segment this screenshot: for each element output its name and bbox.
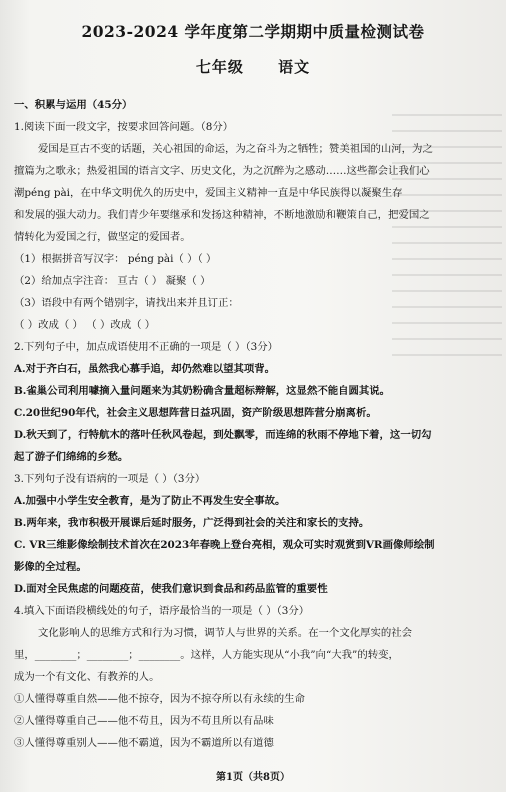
option-b: B.两年来，我市积极开展课后延时服务，广泛得到社会的关注和家长的支持。 (14, 517, 370, 529)
option-c: C. VR三维影像绘制技术首次在2023年春晚上登台亮相，观众可实时观赏到VR画像师绘制 (14, 539, 435, 551)
option-c: C.20世纪90年代，社会主义思想阵营日益巩固，资产阶级思想阵营分崩离析。 (14, 407, 377, 419)
page-number: 第1页（共8页） (216, 772, 290, 783)
option-d: D.面对全民焦虑的问题疫苗，使我们意识到食品和药品监管的重要性 (14, 583, 328, 595)
subquestion-3: （3）语段中有两个错别字，请找出来并且订正： (14, 297, 239, 309)
passage-line: 文化影响人的思维方式和行为习惯，调节人与世界的关系。在一个文化厚实的社会 (38, 627, 413, 639)
passage-line: 爱国是亘古不变的话题，关心祖国的命运，为之奋斗为之牺牲；赞美祖国的山河，为之 (38, 143, 433, 155)
passage-line: 里，________；________；________。这样，人方能实现从“小我”向“大我”的转变， (14, 649, 399, 661)
question-4-prompt: 4.填入下面语段横线处的句子，语序最恰当的一项是（ ）（3分） (14, 605, 310, 617)
passage-line: 成为一个有文化、有教养的人。 (14, 671, 160, 683)
question-1-prompt: 1.阅读下面一段文字，按要求回答问题。（8分） (14, 121, 234, 133)
exam-title: 2023-2024 学年度第二学期期中质量检测试卷 (81, 22, 425, 41)
question-3-prompt: 3.下列句子没有语病的一项是（ ）（3分） (14, 473, 206, 485)
grade-label: 七年级 (195, 58, 244, 76)
exam-subtitle (0, 56, 506, 77)
choice-3: ③人懂得尊重别人——他不霸道，因为不霸道所以有道德 (14, 737, 274, 749)
passage-line: 情转化为爱国之行，做坚定的爱国者。 (14, 231, 191, 243)
option-d: D.秋天到了，行特航木的落叶任秋风卷起，到处飘零，而连绵的秋雨不停地下着，这一切勾 (14, 429, 432, 441)
subquestion-1: （1）根据拼音写汉字： péng pài（ ）（ ） (14, 253, 217, 265)
subquestion-2: （2）给加点字注音： 亘古（ ） 凝聚（ ） (14, 275, 211, 287)
question-2-prompt: 2.下列句子中，加点成语使用不正确的一项是（ ）（3分） (14, 341, 278, 353)
option-a: A.对于齐白石，虽然我心慕手追，却仍然难以望其项背。 (14, 363, 276, 375)
choice-2: ②人懂得尊重自己——他不苟且，因为不苟且所以有品味 (14, 715, 274, 727)
passage-line: 和发展的强大动力。我们青少年要继承和发扬这种精神，不断地激励和鞭策自己，把爱国之 (14, 209, 430, 221)
option-c-cont: 影像的全过程。 (14, 561, 87, 573)
choice-1: ①人懂得尊重自然——他不掠夺，因为不掠夺所以有永续的生命 (14, 693, 305, 705)
correction-blanks: （ ）改成（ ） （ ）改成（ ） (14, 319, 156, 331)
passage-line: 擅篇为之歌永；热爱祖国的语言文字、历史文化，为之沉醉为之感动……这些都会让我们心 (14, 165, 430, 177)
subject-label: 语文 (278, 58, 311, 76)
section-heading: 一、积累与运用（45分） (14, 99, 133, 111)
exam-content (14, 94, 496, 754)
passage-line: 潮péng pài，在中华文明优久的历史中，爱国主义精神一直是中华民族得以凝聚生存 (14, 187, 403, 199)
option-d-cont: 起了游子们绵绵的乡愁。 (14, 451, 129, 463)
option-a: A.加强中小学生安全教育，是为了防止不再发生安全事故。 (14, 495, 286, 507)
option-b: B.雀巢公司利用噱摘入量问题来为其奶粉确含量超标辩解，这显然不能自圆其说。 (14, 385, 391, 397)
